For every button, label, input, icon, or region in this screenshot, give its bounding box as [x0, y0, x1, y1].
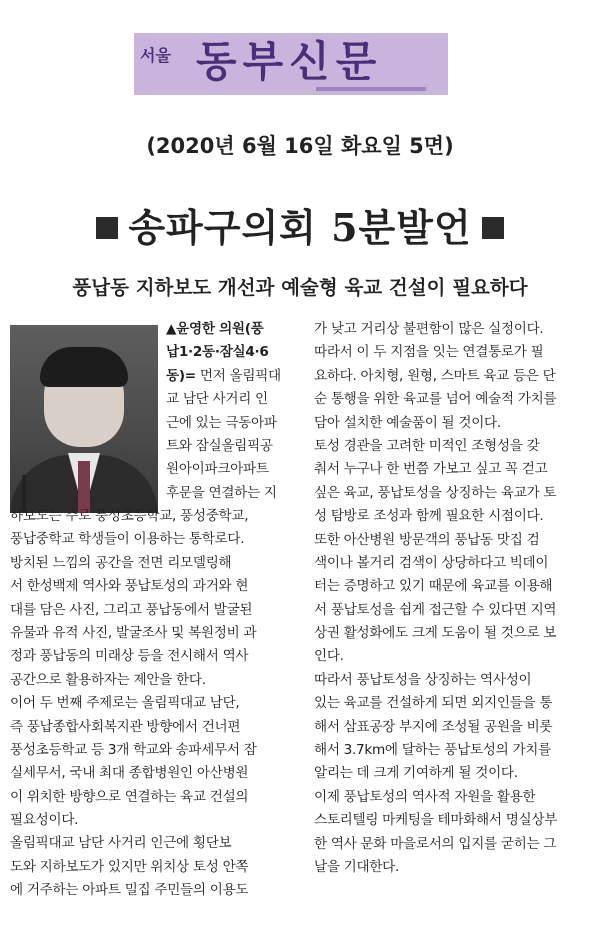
masthead-small-text: 서울 [140, 46, 171, 65]
article-line: 방치된 느낌의 공간을 전면 리모델링해 [10, 554, 232, 571]
masthead-title: 동부신문 [196, 37, 383, 86]
article-line: 이어 두 번째 주제로는 올림픽대교 남단, [10, 695, 240, 712]
article-line: 날을 기대한다. [314, 858, 400, 875]
article-line: 이 위치한 방향으로 연결하는 육교 건설의 [10, 788, 249, 805]
article-line: 순 통행을 위한 육교를 넘어 예술적 가치를 [314, 391, 557, 408]
article-line: 트와 잠실올림픽공 [166, 437, 273, 454]
article-line: 있는 육교를 건설하게 되면 외지인들을 통 [314, 695, 553, 712]
article-line: 납1·2동·잠실4·6 [166, 344, 269, 361]
article-line: 에 거주하는 아파트 밀집 주민들의 이용도 [10, 882, 249, 899]
article-column-right [314, 318, 557, 879]
article-line: 상권 활성화에도 크게 도움이 될 것으로 보 [314, 625, 557, 642]
article-line: 스토리텔링 마케팅을 테마화해서 명실상부 [314, 812, 558, 829]
article-line: 해서 3.7km에 달하는 풍납토성의 가치를 [314, 742, 551, 759]
newspaper-masthead [134, 33, 448, 95]
article-line: 또한 아산병원 방문객의 풍납동 맛집 검 [314, 531, 540, 548]
article-line: 춰서 누구나 한 번쯤 가보고 싶고 꼭 걷고 [314, 461, 548, 478]
article-line: 따라서 이 두 지점을 잇는 연결통로가 필 [314, 344, 544, 361]
article-line: 원아이파크아파트 [166, 461, 269, 478]
edition-date: (2020년 6월 16일 화요일 5면) [146, 134, 454, 158]
article-line: 요하다. 아치형, 원형, 스마트 육교 등은 단 [314, 367, 556, 384]
article-line: ▲윤영한 의원(풍 [166, 321, 264, 337]
article-line: 도와 지하보도가 있지만 위치상 토성 안쪽 [10, 858, 249, 875]
article-line: 정과 풍납동의 미래상 등을 전시해서 역사 [10, 648, 249, 665]
article-line: 토성 경관을 고려한 미적인 조형성을 갖 [314, 437, 540, 454]
headline-text: 송파구의회 5분발언 [128, 205, 472, 250]
article-line: 하보도는 주로 풍성초등학교, 풍성중학교, [10, 508, 249, 524]
bullet-square-icon [96, 217, 118, 239]
article-column-left-top [166, 318, 281, 505]
councilor-photo [10, 325, 158, 513]
article-line: 공간으로 활용하자는 제안을 한다. [10, 671, 206, 688]
article-line: 대를 담은 사진, 그리고 풍납동에서 발굴된 [10, 601, 253, 618]
photo-hair [40, 347, 128, 387]
article-line: 담아 설치한 예술품이 될 것이다. [314, 414, 501, 431]
article-line: 풍성초등학교 등 3개 학교와 송파세무서 잠 [10, 741, 257, 758]
article-line: 서 한성백제 역사와 풍납토성의 과거와 현 [10, 578, 249, 595]
article-line: 필요성이다. [10, 812, 79, 829]
article-line: 근에 있는 극동아파 [166, 414, 277, 431]
article-line: 한 역사 문화 마을로서의 입지를 굳히는 그 [314, 835, 557, 852]
article-line: 동)= 먼저 올림픽대 [166, 367, 281, 384]
article-line: 알리는 데 크게 기여하게 될 것이다. [314, 765, 518, 782]
article-line: 따라서 풍납토성을 상징하는 역사성이 [314, 671, 532, 688]
bullet-square-icon [482, 217, 504, 239]
article-line: 서 풍납토성을 쉽게 접근할 수 있다면 지역 [314, 601, 557, 618]
article-line: 교 남단 사거리 인 [166, 391, 268, 408]
article-line: 후문을 연결하는 지 [166, 484, 277, 501]
article-line: 유물과 유적 사진, 발굴조사 및 복원정비 과 [10, 624, 257, 641]
article-line: 이제 풍납토성의 역사적 자원을 활용한 [314, 788, 536, 805]
article-column-left [10, 505, 257, 903]
article-line: 성 탐방로 조성과 함께 필요한 시점이다. [314, 508, 544, 525]
article-subheadline: 풍납동 지하보도 개선과 예술형 육교 건설이 필요하다 [72, 276, 528, 299]
article-line: 색이나 볼거리 검색이 상당하다고 빅데이 [314, 554, 549, 571]
article-line: 풍납중학교 학생들이 이용하는 통학로다. [10, 531, 245, 548]
article-line: 가 낮고 거리상 불편함이 많은 실정이다. [314, 321, 544, 337]
article-line: 올림픽대교 남단 사거리 인근에 횡단보 [10, 835, 232, 852]
article-line: 싶은 육교, 풍납토성을 상징하는 육교가 토 [314, 484, 557, 501]
masthead-decoration [316, 87, 426, 91]
article-line: 인다. [314, 648, 344, 665]
article-line: 터는 증명하고 있기 때문에 육교를 이용해 [314, 578, 553, 595]
article-line: 실세무서, 국내 최대 종합병원인 아산병원 [10, 765, 249, 782]
article-line: 해서 삼표공장 부지에 조성될 공원을 비롯 [314, 718, 553, 735]
article-headline [0, 197, 600, 252]
article-line: 즉 풍납종합사회복지관 방향에서 건너편 [10, 718, 241, 735]
